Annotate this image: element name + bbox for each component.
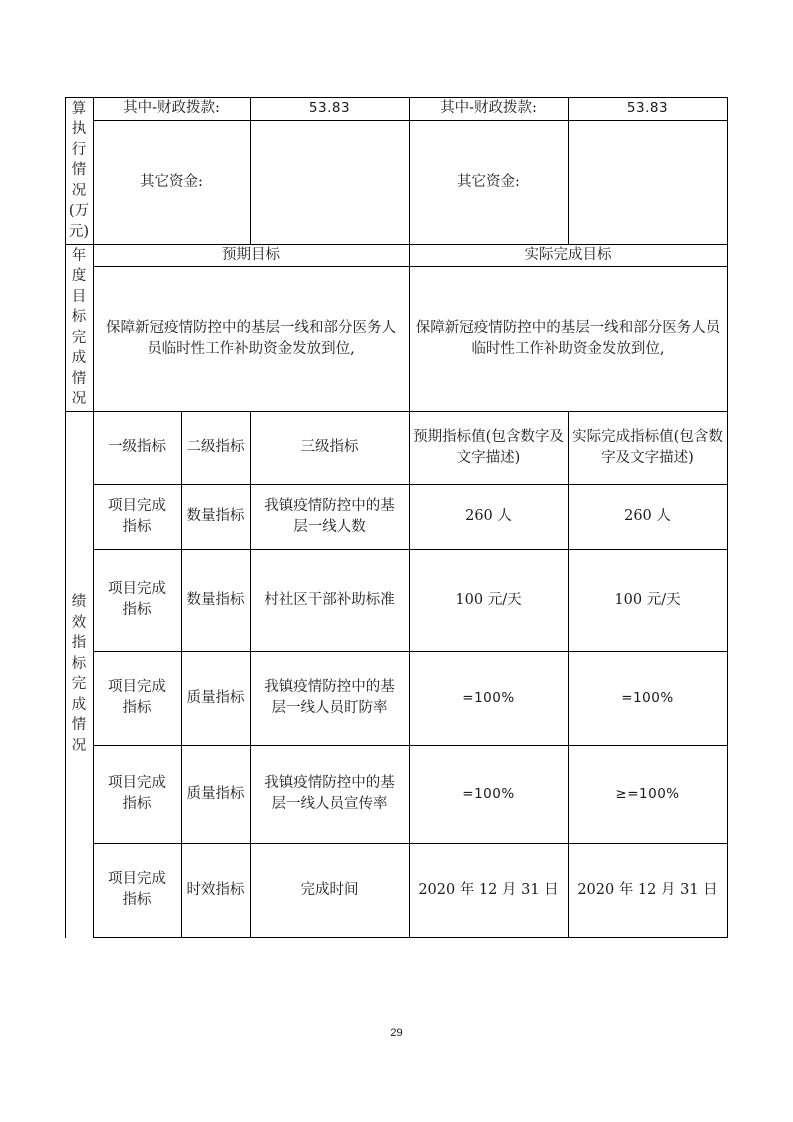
expected-goal-header: 预期目标 xyxy=(222,246,280,263)
row3-level2: 质量指标 xyxy=(186,689,245,706)
row5-expected: 2020 年 12 月 31 日 xyxy=(418,881,559,898)
row2-expected: 100 元/天 xyxy=(455,591,522,608)
row3-level3: 我镇疫情防控中的基层一线人员盯防率 xyxy=(264,679,395,716)
other-funds-label-actual: 其它资金: xyxy=(457,173,520,190)
row1-level2: 数量指标 xyxy=(186,508,245,524)
other-funds-label-expected: 其它资金: xyxy=(140,173,203,190)
header-actual-value: 实际完成指标值(包含数字及文字描述) xyxy=(572,428,723,466)
header-level3: 三级指标 xyxy=(300,439,359,455)
row2-level2: 数量指标 xyxy=(186,591,245,608)
budget-side-label: 算 执 行 情 况 (万 元) xyxy=(68,100,90,240)
row1-expected: 260 人 xyxy=(465,508,512,524)
header-level2: 二级指标 xyxy=(186,439,245,455)
row3-level1: 项目完成指标 xyxy=(108,679,166,716)
other-funds-value-expected xyxy=(250,120,409,244)
fiscal-value-actual: 53.83 xyxy=(626,100,669,116)
row3-actual: =100% xyxy=(621,689,674,706)
other-funds-value-actual xyxy=(568,120,727,244)
row4-level3: 我镇疫情防控中的基层一线人员宣传率 xyxy=(264,775,395,812)
row5-level1: 项目完成指标 xyxy=(108,871,166,908)
row2-level3: 村社区干部补助标准 xyxy=(264,591,395,608)
row2-level1: 项目完成指标 xyxy=(108,581,166,618)
performance-side-label: 绩 效 指 标 完 成 情 况 xyxy=(71,594,87,754)
row1-level1: 项目完成指标 xyxy=(108,497,166,535)
expected-goal-text: 保障新冠疫情防控中的基层一线和部分医务人员临时性工作补助资金发放到位, xyxy=(106,319,396,357)
row1-actual: 260 人 xyxy=(624,508,671,524)
row4-level1: 项目完成指标 xyxy=(108,775,166,812)
row1-level3: 我镇疫情防控中的基层一线人数 xyxy=(264,497,395,535)
annual-goal-side-label: 年 度 目 标 完 成 情 况 xyxy=(71,247,87,407)
row2-actual: 100 元/天 xyxy=(614,591,681,608)
row4-expected: =100% xyxy=(462,785,515,802)
actual-goal-text: 保障新冠疫情防控中的基层一线和部分医务人员临时性工作补助资金发放到位, xyxy=(415,319,721,357)
row5-actual: 2020 年 12 月 31 日 xyxy=(577,881,718,898)
fiscal-value-expected: 53.83 xyxy=(308,100,351,116)
fiscal-label-expected: 其中-财政拨款: xyxy=(123,100,220,116)
fiscal-label-actual: 其中-财政拨款: xyxy=(440,100,537,116)
row3-expected: =100% xyxy=(462,689,515,706)
row5-level2: 时效指标 xyxy=(186,881,245,898)
header-expected-value: 预期指标值(包含数字及文字描述) xyxy=(413,428,564,466)
page-number: 29 xyxy=(390,1027,403,1039)
actual-goal-header: 实际完成目标 xyxy=(524,246,612,263)
header-level1: 一级指标 xyxy=(108,439,166,455)
row4-level2: 质量指标 xyxy=(186,785,245,802)
row5-level3: 完成时间 xyxy=(300,881,359,898)
row4-actual: ≥=100% xyxy=(615,785,680,802)
